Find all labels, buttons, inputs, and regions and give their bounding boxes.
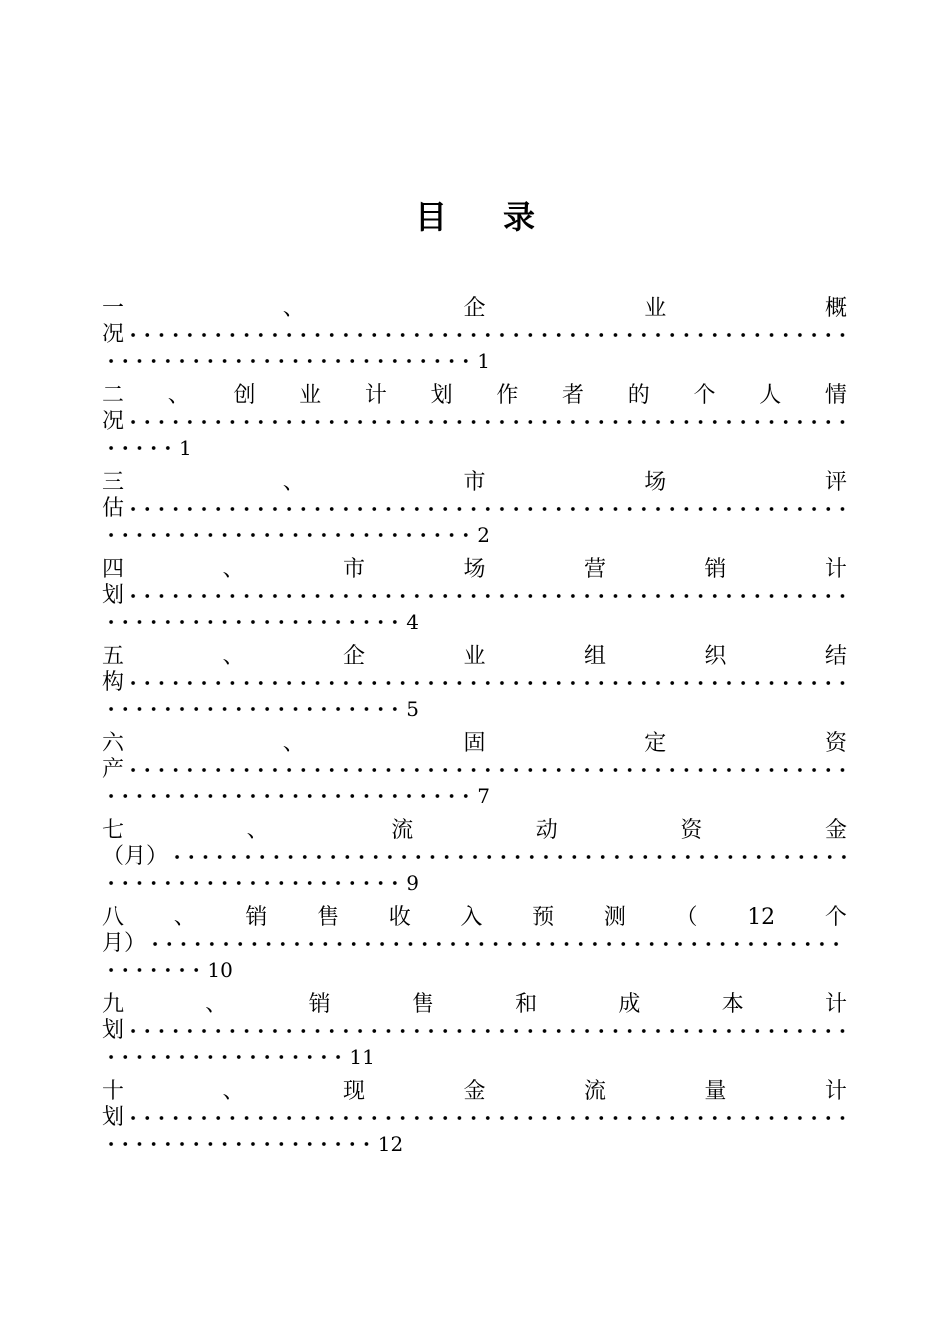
toc-entry[interactable] [102,644,847,731]
dot-leader [124,670,847,696]
dot-leader [102,1044,343,1070]
toc-heading-char: 划 [430,383,453,408]
toc-heading-tail: 估 [102,496,125,521]
toc-heading-char: 、 [282,470,305,495]
toc-heading-char: 结 [824,644,847,669]
toc-heading-tail: 划 [102,583,125,608]
dot-leader [124,757,847,783]
toc-heading-char: 个 [693,383,716,408]
toc-page-number: 10 [207,958,233,982]
toc-page-number: 9 [406,871,419,895]
toc-heading-char: （ [675,905,698,930]
toc-page-number: 4 [406,610,419,634]
dot-leader [124,1105,847,1131]
toc-heading-char: 金 [463,1079,486,1104]
dot-leader [102,609,400,635]
toc-heading-char: 现 [342,1079,365,1104]
toc-heading-char: 情 [824,383,847,408]
toc-heading-char: 组 [583,644,606,669]
dot-leader [102,696,400,722]
toc-entry[interactable] [102,1079,847,1166]
toc-heading-char: 销 [245,905,268,930]
toc-heading-char: 和 [515,992,538,1017]
toc-page-number: 12 [377,1132,404,1156]
dot-leader [102,348,471,374]
toc-entry-heading [102,383,847,409]
dot-leader [124,322,847,348]
toc-entry-heading [102,296,847,322]
toc-heading-char: 计 [824,1079,847,1104]
toc-heading-char: 计 [824,992,847,1017]
dot-leader [124,1018,847,1044]
toc-heading-char: 业 [299,383,322,408]
toc-entry[interactable] [102,818,847,905]
toc-heading-char: 、 [167,383,190,408]
dot-leader [102,783,471,809]
toc-entry[interactable] [102,731,847,818]
toc-heading-char: 十 [102,1079,125,1104]
toc-heading-char: 七 [102,818,125,843]
toc-heading-char: 市 [342,557,365,582]
toc-page-number: 2 [477,523,490,547]
toc-entry-heading [102,1079,847,1105]
toc-entry[interactable] [102,383,847,470]
toc-heading-char: 概 [824,296,847,321]
toc-heading-char: 营 [583,557,606,582]
toc-heading-char: 六 [102,731,125,756]
toc-heading-char: 者 [562,383,585,408]
toc-heading-char: 计 [364,383,387,408]
toc-entry-heading [102,818,847,844]
title-char-1: 目 [414,198,447,236]
toc-page-number: 1 [179,436,192,460]
toc-entry-heading [102,644,847,670]
toc-heading-char: 流 [583,1079,606,1104]
toc-heading-tail: 划 [102,1105,125,1130]
toc-entry[interactable] [102,557,847,644]
toc-entry-heading [102,905,847,931]
dot-leader [124,496,847,522]
dot-leader [168,844,847,870]
toc-page-number: 11 [349,1045,375,1069]
toc-heading-tail: 构 [102,670,125,695]
toc-heading-char: 业 [644,296,667,321]
toc-heading-char: 场 [644,470,667,495]
toc-entry[interactable] [102,992,847,1079]
toc-heading-char: 个 [824,905,847,930]
toc-heading-char: 定 [644,731,667,756]
toc-heading-char: 、 [222,557,245,582]
toc-entry-heading [102,731,847,757]
dot-leader [146,931,847,957]
toc-heading-char: 销 [308,992,331,1017]
toc-heading-char: 、 [205,992,228,1017]
toc-heading-tail: 况 [102,322,125,347]
toc-page-number: 5 [406,697,419,721]
toc-heading-char: 八 [102,905,125,930]
dot-leader [102,957,201,983]
toc-heading-char: 收 [388,905,411,930]
toc-heading-char: 、 [173,905,196,930]
toc-heading-char: 创 [233,383,256,408]
toc-heading-char: 织 [704,644,727,669]
toc-heading-char: 售 [317,905,340,930]
toc-heading-char: 售 [411,992,434,1017]
dot-leader [124,409,847,435]
toc-heading-char: 九 [102,992,125,1017]
toc-heading-char: 、 [246,818,269,843]
toc-heading-char: 流 [391,818,414,843]
toc-entry[interactable] [102,905,847,992]
toc-page-number: 7 [477,784,490,808]
toc-heading-char: 预 [532,905,555,930]
dot-leader [102,522,471,548]
toc-heading-char: 成 [618,992,641,1017]
toc-entry[interactable] [102,470,847,557]
toc-heading-char: 市 [463,470,486,495]
toc-heading-char: 场 [463,557,486,582]
toc-heading-tail: （月） [102,844,169,869]
toc-entry-heading [102,992,847,1018]
toc-heading-tail: 划 [102,1018,125,1043]
toc-heading-char: 计 [824,557,847,582]
toc-heading-char: 评 [824,470,847,495]
toc-heading-char: 作 [496,383,519,408]
page-title [0,190,950,240]
toc-heading-char: 本 [721,992,744,1017]
toc-heading-char: 人 [759,383,782,408]
dot-leader [124,583,847,609]
toc-heading-char: 资 [824,731,847,756]
toc-heading-tail: 况 [102,409,125,434]
toc-heading-char: 12 [747,905,776,930]
toc-heading-char: 金 [824,818,847,843]
toc-heading-char: 、 [222,644,245,669]
dot-leader [102,870,400,896]
toc-heading-char: 一 [102,296,125,321]
toc-heading-char: 动 [535,818,558,843]
toc-entry[interactable] [102,296,847,383]
toc-heading-char: 量 [704,1079,727,1104]
toc-heading-char: 四 [102,557,125,582]
toc-page-number: 1 [477,349,490,373]
toc-heading-char: 固 [463,731,486,756]
toc-heading-char: 测 [603,905,626,930]
toc-heading-char: 、 [222,1079,245,1104]
toc-entry-heading [102,557,847,583]
toc-heading-char: 业 [463,644,486,669]
toc-heading-tail: 产 [102,757,125,782]
toc-heading-char: 入 [460,905,483,930]
toc-heading-char: 销 [704,557,727,582]
toc-heading-char: 的 [627,383,650,408]
table-of-contents [102,296,847,1166]
toc-heading-char: 、 [282,296,305,321]
toc-heading-char: 企 [463,296,486,321]
title-char-2: 录 [503,198,536,236]
toc-heading-char: 五 [102,644,125,669]
toc-heading-tail: 月） [102,931,147,956]
toc-heading-char: 二 [102,383,125,408]
toc-heading-char: 资 [680,818,703,843]
toc-heading-char: 三 [102,470,125,495]
dot-leader [102,1131,372,1157]
toc-entry-heading [102,470,847,496]
dot-leader [102,435,173,461]
toc-heading-char: 企 [342,644,365,669]
toc-heading-char: 、 [282,731,305,756]
